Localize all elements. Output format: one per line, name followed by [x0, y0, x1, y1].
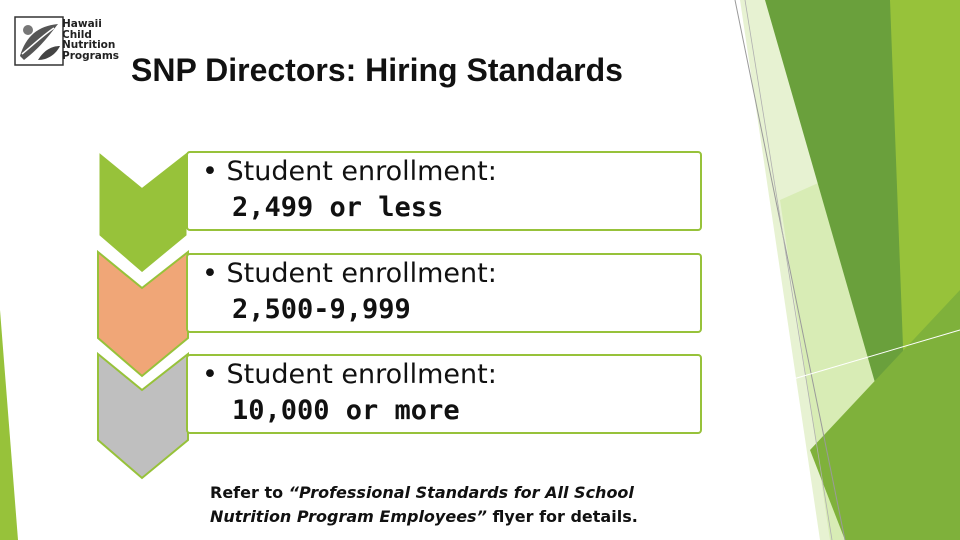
note-document-title-2: Nutrition Program Employees” [210, 507, 487, 526]
enrollment-card-medium [186, 253, 702, 333]
chevron-marker-3 [96, 352, 192, 482]
card-value: 2,500-9,999 [232, 294, 411, 325]
note-document-title-1: “Professional Standards for All School [288, 483, 634, 502]
left-edge-sliver [0, 310, 18, 540]
logo-text [62, 19, 119, 61]
enrollment-card-large [186, 354, 702, 434]
card-value: 2,499 or less [232, 192, 444, 223]
note-suffix: flyer for details. [486, 507, 638, 526]
logo-line: Programs [62, 49, 120, 62]
hawaii-cnp-logo [14, 16, 124, 68]
logo-line: Hawaii [62, 18, 102, 30]
card-label: • Student enrollment: [202, 258, 497, 289]
leaf-logo-icon [14, 16, 64, 66]
enrollment-card-small [186, 151, 702, 231]
logo-line: Nutrition [62, 39, 116, 52]
page-title: SNP Directors: Hiring Standards [131, 52, 623, 88]
card-label: • Student enrollment: [202, 156, 497, 187]
reference-note [210, 481, 638, 529]
card-label: • Student enrollment: [202, 359, 497, 390]
logo-line: Child [62, 28, 92, 41]
chevron-shape-gray [98, 354, 188, 478]
card-value: 10,000 or more [232, 395, 460, 426]
note-prefix: Refer to [210, 483, 289, 502]
